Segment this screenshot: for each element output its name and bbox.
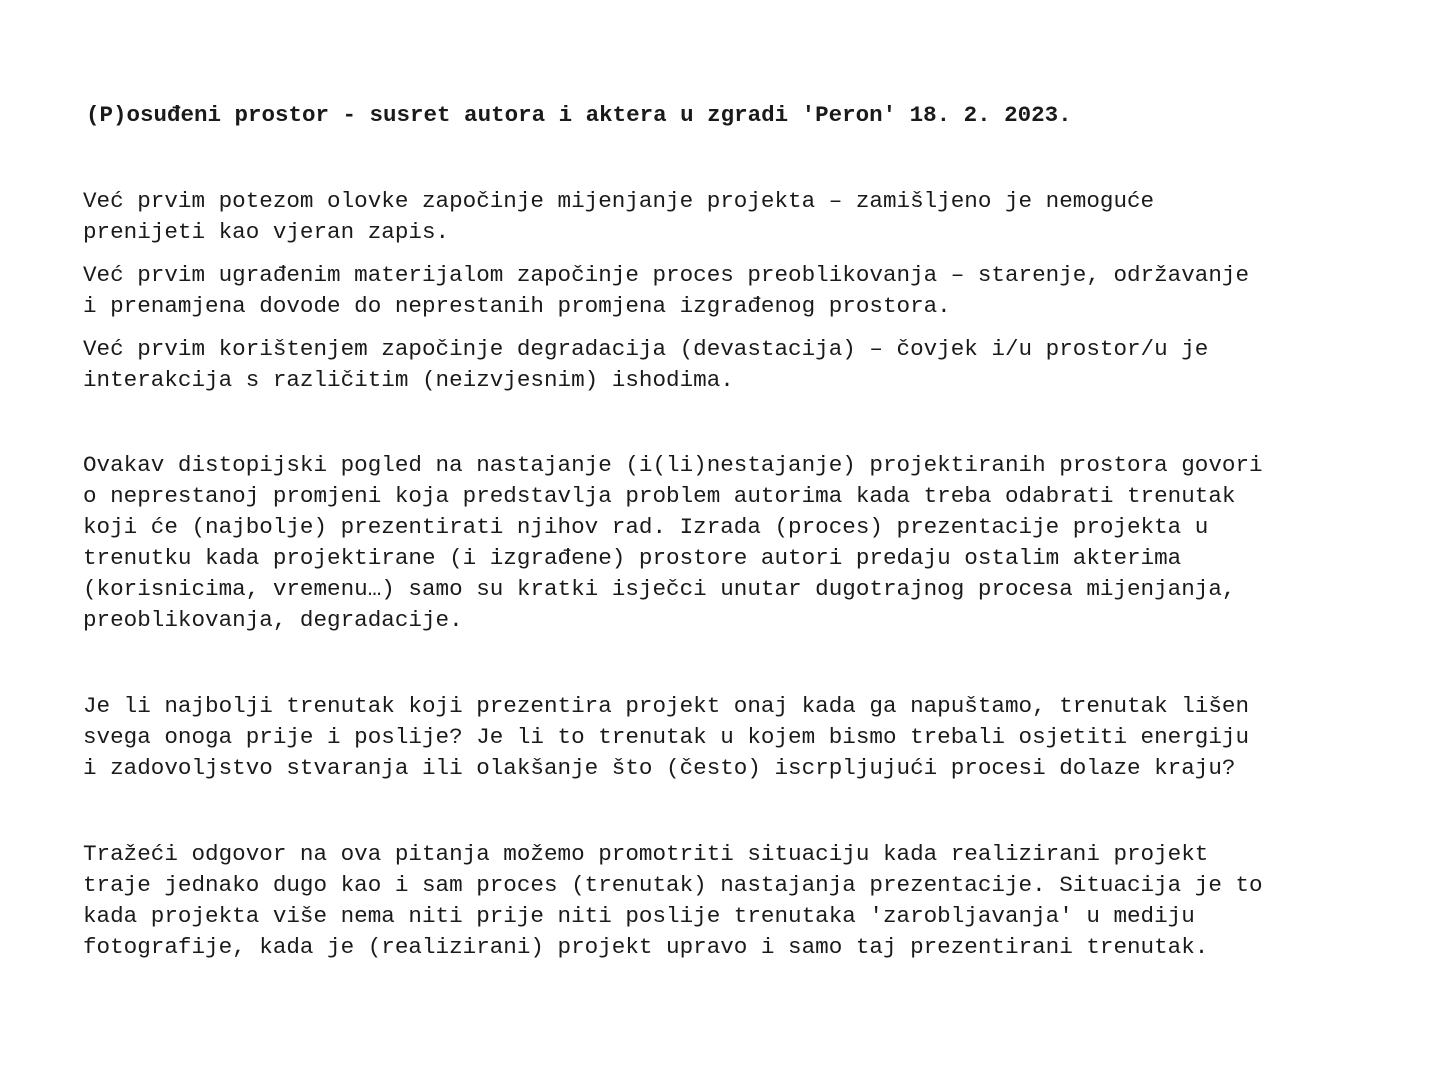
- paragraph-line: Tražeći odgovor na ova pitanja možemo promotriti situaciju kada realizirani projekt: [83, 841, 1209, 867]
- paragraph-line: o neprestanoj promjeni koja predstavlja problem autorima kada treba odabrati trenutak: [83, 483, 1236, 509]
- paragraph-line: Već prvim ugrađenim materijalom započinje proces preoblikovanja – starenje, održavanje: [83, 262, 1250, 288]
- paragraph-line: traje jednako dugo kao i sam proces (trenutak) nastajanja prezentacije. Situacija je to: [83, 872, 1263, 898]
- paragraph-line: koji će (najbolje) prezentirati njihov rad. Izrada (proces) prezentacije projekta u: [83, 514, 1209, 540]
- paragraph-line: trenutku kada projektirane (i izgrađene) prostore autori predaju ostalim akterima: [83, 545, 1182, 571]
- paragraph-line: preoblikovanja, degradacije.: [83, 607, 463, 633]
- paragraph-line: Već prvim korištenjem započinje degradacija (devastacija) – čovjek i/u prostor/u je: [83, 336, 1209, 362]
- paragraph-5: [83, 691, 1249, 784]
- paragraph-2: [83, 260, 1249, 322]
- paragraph-1: [83, 186, 1154, 248]
- paragraph-6: [83, 839, 1263, 963]
- paragraph-line: Ovakav distopijski pogled na nastajanje (i(li)nestajanje) projektiranih prostora govori: [83, 452, 1263, 478]
- paragraph-line: prenijeti kao vjeran zapis.: [83, 219, 450, 245]
- paragraph-line: kada projekta više nema niti prije niti poslije trenutaka 'zarobljavanja' u mediju: [83, 903, 1195, 929]
- paragraph-line: (korisnicima, vremenu…) samo su kratki isječci unutar dugotrajnog procesa mijenjanja,: [83, 576, 1236, 602]
- paragraph-line: i prenamjena dovode do neprestanih promjena izgrađenog prostora.: [83, 293, 951, 319]
- document-title: (P)osuđeni prostor - susret autora i aktera u zgradi 'Peron' 18. 2. 2023.: [86, 102, 1072, 128]
- paragraph-line: i zadovoljstvo stvaranja ili olakšanje što (često) iscrpljujući procesi dolaze kraju?: [83, 755, 1236, 781]
- paragraph-4: [83, 450, 1263, 636]
- paragraph-3: [83, 334, 1208, 396]
- paragraph-line: fotografije, kada je (realizirani) projekt upravo i samo taj prezentirani trenutak.: [83, 934, 1209, 960]
- paragraph-line: Već prvim potezom olovke započinje mijenjanje projekta – zamišljeno je nemoguće: [83, 188, 1155, 214]
- paragraph-line: interakcija s različitim (neizvjesnim) ishodima.: [83, 367, 734, 393]
- paragraph-line: svega onoga prije i poslije? Je li to trenutak u kojem bismo trebali osjetiti energiju: [83, 724, 1250, 750]
- paragraph-line: Je li najbolji trenutak koji prezentira projekt onaj kada ga napuštamo, trenutak lišen: [83, 693, 1250, 719]
